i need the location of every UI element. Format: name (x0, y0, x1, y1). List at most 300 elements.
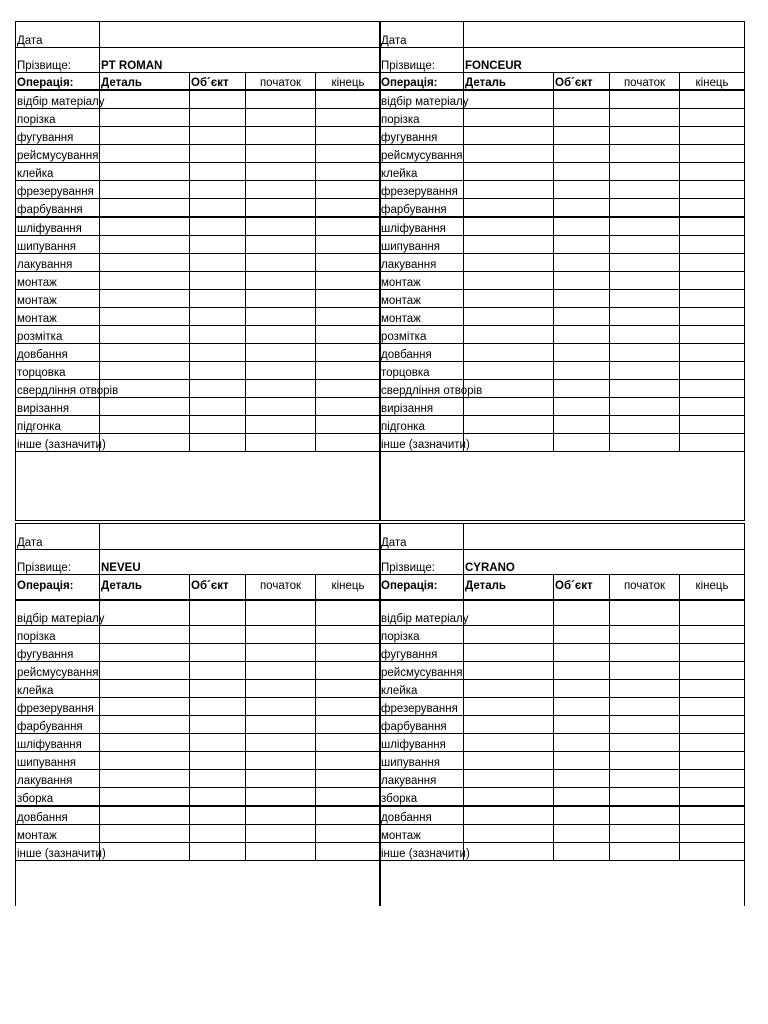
end-cell[interactable] (680, 698, 745, 716)
end-cell[interactable] (680, 163, 745, 181)
start-cell[interactable] (610, 600, 680, 626)
detail-cell[interactable] (100, 434, 190, 452)
start-cell[interactable] (246, 109, 316, 127)
detail-cell[interactable] (464, 236, 554, 254)
detail-cell[interactable] (464, 644, 554, 662)
end-cell[interactable] (316, 163, 381, 181)
start-cell[interactable] (610, 308, 680, 326)
work-log-table (379, 523, 745, 906)
object-cell[interactable] (554, 600, 610, 626)
start-cell[interactable] (610, 145, 680, 163)
operation-row (380, 145, 745, 163)
end-cell[interactable] (680, 254, 745, 272)
start-cell[interactable] (610, 127, 680, 145)
detail-cell[interactable] (100, 163, 190, 181)
detail-cell[interactable] (100, 217, 190, 236)
start-cell[interactable] (246, 416, 316, 434)
start-cell[interactable] (246, 698, 316, 716)
start-cell[interactable] (610, 680, 680, 698)
detail-cell[interactable] (464, 145, 554, 163)
object-cell[interactable] (190, 843, 246, 861)
detail-cell[interactable] (100, 698, 190, 716)
detail-cell[interactable] (100, 308, 190, 326)
detail-cell[interactable] (100, 770, 190, 788)
surname-value[interactable]: FONCEUR (464, 48, 745, 73)
end-cell[interactable] (316, 626, 381, 644)
detail-cell[interactable] (100, 90, 190, 109)
end-cell[interactable] (680, 843, 745, 861)
object-cell[interactable] (190, 770, 246, 788)
operation-name: фугування (380, 644, 464, 662)
end-cell[interactable] (316, 236, 381, 254)
end-cell[interactable] (680, 199, 745, 218)
detail-header: Деталь (464, 73, 554, 91)
detail-cell[interactable] (464, 434, 554, 452)
start-cell[interactable] (610, 716, 680, 734)
start-cell[interactable] (610, 644, 680, 662)
start-cell[interactable] (610, 344, 680, 362)
start-cell[interactable] (610, 236, 680, 254)
detail-cell[interactable] (464, 698, 554, 716)
end-cell[interactable] (680, 344, 745, 362)
object-cell[interactable] (190, 109, 246, 127)
object-cell[interactable] (554, 806, 610, 825)
end-cell[interactable] (680, 326, 745, 344)
start-cell[interactable] (610, 362, 680, 380)
notes-area[interactable] (16, 861, 381, 907)
object-cell[interactable] (190, 90, 246, 109)
object-cell[interactable] (190, 600, 246, 626)
start-cell[interactable] (246, 716, 316, 734)
end-cell[interactable] (316, 290, 381, 308)
end-cell[interactable] (316, 326, 381, 344)
end-cell[interactable] (316, 825, 381, 843)
start-cell[interactable] (246, 217, 316, 236)
detail-cell[interactable] (100, 680, 190, 698)
object-cell[interactable] (190, 362, 246, 380)
start-cell[interactable] (246, 254, 316, 272)
start-cell[interactable] (610, 326, 680, 344)
detail-cell[interactable] (464, 398, 554, 416)
detail-cell[interactable] (100, 600, 190, 626)
start-cell[interactable] (246, 308, 316, 326)
end-cell[interactable] (316, 362, 381, 380)
object-cell[interactable] (190, 734, 246, 752)
start-cell[interactable] (246, 825, 316, 843)
end-cell[interactable] (316, 109, 381, 127)
object-cell[interactable] (554, 127, 610, 145)
sheet-top-right (379, 21, 745, 521)
start-cell[interactable] (610, 90, 680, 109)
start-cell[interactable] (246, 806, 316, 825)
object-cell[interactable] (554, 163, 610, 181)
detail-cell[interactable] (100, 662, 190, 680)
start-cell[interactable] (610, 217, 680, 236)
end-cell[interactable] (680, 398, 745, 416)
surname-value[interactable]: NEVEU (100, 550, 381, 575)
start-cell[interactable] (246, 199, 316, 218)
notes-area[interactable] (380, 861, 745, 907)
object-cell[interactable] (554, 308, 610, 326)
detail-cell[interactable] (100, 644, 190, 662)
object-cell[interactable] (554, 344, 610, 362)
date-field[interactable] (464, 524, 745, 550)
sheet-top-left (15, 21, 381, 521)
end-cell[interactable] (316, 600, 381, 626)
end-cell[interactable] (680, 680, 745, 698)
object-cell[interactable] (554, 788, 610, 807)
detail-cell[interactable] (464, 843, 554, 861)
object-cell[interactable] (190, 272, 246, 290)
object-cell[interactable] (554, 734, 610, 752)
object-cell[interactable] (190, 290, 246, 308)
detail-cell[interactable] (100, 109, 190, 127)
start-cell[interactable] (610, 272, 680, 290)
end-cell[interactable] (680, 770, 745, 788)
end-cell[interactable] (316, 90, 381, 109)
operation-row (16, 806, 381, 825)
object-cell[interactable] (554, 770, 610, 788)
start-cell[interactable] (610, 626, 680, 644)
detail-cell[interactable] (100, 236, 190, 254)
end-cell[interactable] (680, 145, 745, 163)
start-cell[interactable] (246, 626, 316, 644)
end-cell[interactable] (680, 662, 745, 680)
notes-area[interactable] (380, 452, 745, 521)
operation-row (380, 788, 745, 807)
start-cell[interactable] (610, 825, 680, 843)
object-cell[interactable] (190, 199, 246, 218)
end-cell[interactable] (680, 752, 745, 770)
detail-cell[interactable] (100, 734, 190, 752)
operation-name: монтаж (380, 272, 464, 290)
start-cell[interactable] (246, 127, 316, 145)
end-cell[interactable] (680, 217, 745, 236)
date-field[interactable] (100, 524, 381, 550)
start-cell[interactable] (610, 843, 680, 861)
end-cell[interactable] (680, 90, 745, 109)
object-cell[interactable] (190, 326, 246, 344)
end-cell[interactable] (680, 181, 745, 199)
end-cell[interactable] (316, 272, 381, 290)
end-cell[interactable] (680, 236, 745, 254)
start-cell[interactable] (610, 380, 680, 398)
end-cell[interactable] (316, 416, 381, 434)
detail-cell[interactable] (100, 181, 190, 199)
end-cell[interactable] (680, 127, 745, 145)
object-cell[interactable] (190, 698, 246, 716)
end-cell[interactable] (316, 380, 381, 398)
start-cell[interactable] (246, 272, 316, 290)
detail-cell[interactable] (464, 752, 554, 770)
end-cell[interactable] (680, 734, 745, 752)
end-cell[interactable] (316, 680, 381, 698)
object-cell[interactable] (554, 254, 610, 272)
start-cell[interactable] (246, 680, 316, 698)
detail-cell[interactable] (464, 680, 554, 698)
detail-cell[interactable] (100, 272, 190, 290)
object-cell[interactable] (554, 644, 610, 662)
object-cell[interactable] (554, 199, 610, 218)
object-cell[interactable] (554, 398, 610, 416)
detail-cell[interactable] (100, 806, 190, 825)
detail-cell[interactable] (100, 290, 190, 308)
end-cell[interactable] (316, 127, 381, 145)
start-cell[interactable] (246, 344, 316, 362)
start-cell[interactable] (246, 398, 316, 416)
object-cell[interactable] (190, 344, 246, 362)
object-cell[interactable] (190, 644, 246, 662)
operation-row (16, 825, 381, 843)
object-cell[interactable] (190, 217, 246, 236)
object-cell[interactable] (554, 217, 610, 236)
detail-cell[interactable] (100, 416, 190, 434)
start-cell[interactable] (246, 163, 316, 181)
detail-cell[interactable] (464, 734, 554, 752)
end-cell[interactable] (316, 806, 381, 825)
end-cell[interactable] (316, 770, 381, 788)
object-cell[interactable] (190, 752, 246, 770)
detail-cell[interactable] (464, 788, 554, 807)
end-cell[interactable] (316, 308, 381, 326)
end-cell[interactable] (316, 199, 381, 218)
object-cell[interactable] (190, 825, 246, 843)
detail-cell[interactable] (464, 626, 554, 644)
detail-cell[interactable] (464, 199, 554, 218)
end-cell[interactable] (680, 644, 745, 662)
detail-cell[interactable] (100, 326, 190, 344)
end-cell[interactable] (316, 644, 381, 662)
detail-cell[interactable] (100, 127, 190, 145)
operation-row (380, 290, 745, 308)
start-cell[interactable] (246, 770, 316, 788)
detail-cell[interactable] (100, 344, 190, 362)
start-cell[interactable] (246, 290, 316, 308)
end-cell[interactable] (680, 788, 745, 807)
object-cell[interactable] (554, 380, 610, 398)
object-cell[interactable] (554, 272, 610, 290)
start-cell[interactable] (610, 698, 680, 716)
object-cell[interactable] (190, 163, 246, 181)
operation-name: свердління отворів (380, 380, 464, 398)
detail-cell[interactable] (100, 825, 190, 843)
detail-cell[interactable] (100, 752, 190, 770)
object-cell[interactable] (554, 626, 610, 644)
operation-row (380, 600, 745, 626)
detail-cell[interactable] (100, 788, 190, 807)
start-cell[interactable] (246, 362, 316, 380)
start-cell[interactable] (610, 416, 680, 434)
object-cell[interactable] (554, 434, 610, 452)
surname-value[interactable]: CYRANO (464, 550, 745, 575)
object-cell[interactable] (554, 662, 610, 680)
object-cell[interactable] (190, 236, 246, 254)
end-cell[interactable] (316, 217, 381, 236)
start-cell[interactable] (610, 181, 680, 199)
start-cell[interactable] (610, 662, 680, 680)
end-cell[interactable] (316, 698, 381, 716)
start-cell[interactable] (610, 788, 680, 807)
detail-cell[interactable] (464, 416, 554, 434)
start-cell[interactable] (246, 434, 316, 452)
start-cell[interactable] (246, 326, 316, 344)
end-cell[interactable] (680, 416, 745, 434)
start-cell[interactable] (610, 434, 680, 452)
detail-cell[interactable] (464, 806, 554, 825)
detail-cell[interactable] (464, 825, 554, 843)
operation-name: шипування (16, 752, 100, 770)
start-cell[interactable] (610, 752, 680, 770)
object-cell[interactable] (190, 434, 246, 452)
end-cell[interactable] (680, 290, 745, 308)
end-cell[interactable] (316, 788, 381, 807)
start-cell[interactable] (610, 398, 680, 416)
detail-cell[interactable] (464, 290, 554, 308)
date-field[interactable] (100, 22, 381, 48)
object-cell[interactable] (190, 626, 246, 644)
end-cell[interactable] (316, 434, 381, 452)
end-cell[interactable] (680, 308, 745, 326)
detail-cell[interactable] (464, 127, 554, 145)
end-cell[interactable] (680, 362, 745, 380)
detail-cell[interactable] (464, 362, 554, 380)
object-cell[interactable] (190, 788, 246, 807)
detail-cell[interactable] (464, 109, 554, 127)
date-field[interactable] (464, 22, 745, 48)
start-cell[interactable] (610, 109, 680, 127)
end-cell[interactable] (680, 272, 745, 290)
end-cell[interactable] (680, 626, 745, 644)
start-cell[interactable] (246, 181, 316, 199)
end-cell[interactable] (316, 662, 381, 680)
surname-value[interactable]: PT ROMAN (100, 48, 381, 73)
detail-cell[interactable] (464, 662, 554, 680)
object-cell[interactable] (190, 680, 246, 698)
object-cell[interactable] (554, 236, 610, 254)
start-cell[interactable] (610, 290, 680, 308)
start-cell[interactable] (246, 236, 316, 254)
detail-cell[interactable] (464, 254, 554, 272)
detail-cell[interactable] (464, 217, 554, 236)
start-cell[interactable] (246, 843, 316, 861)
object-cell[interactable] (554, 290, 610, 308)
object-cell[interactable] (554, 416, 610, 434)
start-cell[interactable] (246, 380, 316, 398)
end-cell[interactable] (680, 825, 745, 843)
object-cell[interactable] (190, 806, 246, 825)
detail-cell[interactable] (464, 344, 554, 362)
object-cell[interactable] (554, 680, 610, 698)
end-cell[interactable] (680, 380, 745, 398)
end-cell[interactable] (316, 734, 381, 752)
end-cell[interactable] (316, 254, 381, 272)
end-cell[interactable] (316, 716, 381, 734)
operation-row (380, 398, 745, 416)
detail-cell[interactable] (100, 626, 190, 644)
object-cell[interactable] (554, 825, 610, 843)
detail-cell[interactable] (100, 199, 190, 218)
end-cell[interactable] (680, 716, 745, 734)
detail-cell[interactable] (100, 254, 190, 272)
object-cell[interactable] (554, 145, 610, 163)
end-cell[interactable] (680, 109, 745, 127)
detail-cell[interactable] (464, 272, 554, 290)
object-cell[interactable] (554, 109, 610, 127)
detail-cell[interactable] (464, 716, 554, 734)
detail-cell[interactable] (100, 716, 190, 734)
end-cell[interactable] (680, 806, 745, 825)
object-cell[interactable] (554, 362, 610, 380)
object-cell[interactable] (190, 181, 246, 199)
object-cell[interactable] (554, 752, 610, 770)
object-cell[interactable] (190, 398, 246, 416)
object-cell[interactable] (554, 843, 610, 861)
object-cell[interactable] (190, 716, 246, 734)
end-cell[interactable] (316, 843, 381, 861)
object-cell[interactable] (190, 145, 246, 163)
end-cell[interactable] (316, 181, 381, 199)
object-cell[interactable] (554, 716, 610, 734)
end-cell[interactable] (316, 398, 381, 416)
start-cell[interactable] (246, 662, 316, 680)
start-cell[interactable] (610, 163, 680, 181)
operation-row (16, 163, 381, 181)
start-cell[interactable] (246, 788, 316, 807)
start-cell[interactable] (246, 90, 316, 109)
end-cell[interactable] (680, 600, 745, 626)
object-cell[interactable] (554, 181, 610, 199)
detail-cell[interactable] (464, 181, 554, 199)
start-cell[interactable] (246, 752, 316, 770)
object-cell[interactable] (190, 127, 246, 145)
notes-area[interactable] (16, 452, 381, 521)
operation-header: Операція: (380, 73, 464, 91)
detail-cell[interactable] (464, 770, 554, 788)
start-cell[interactable] (610, 199, 680, 218)
detail-cell[interactable] (464, 163, 554, 181)
operation-name: фарбування (16, 716, 100, 734)
detail-cell[interactable] (100, 145, 190, 163)
object-cell[interactable] (190, 308, 246, 326)
detail-cell[interactable] (464, 326, 554, 344)
detail-cell[interactable] (100, 362, 190, 380)
end-cell[interactable] (680, 434, 745, 452)
detail-cell[interactable] (464, 308, 554, 326)
start-cell[interactable] (610, 734, 680, 752)
detail-cell[interactable] (464, 90, 554, 109)
object-cell[interactable] (190, 416, 246, 434)
object-cell[interactable] (190, 254, 246, 272)
end-cell[interactable] (316, 344, 381, 362)
start-cell[interactable] (246, 734, 316, 752)
object-cell[interactable] (190, 662, 246, 680)
object-cell[interactable] (554, 698, 610, 716)
detail-cell[interactable] (100, 398, 190, 416)
start-cell[interactable] (246, 145, 316, 163)
start-cell[interactable] (610, 254, 680, 272)
start-cell[interactable] (610, 806, 680, 825)
object-cell[interactable] (554, 90, 610, 109)
object-cell[interactable] (554, 326, 610, 344)
detail-cell[interactable] (464, 600, 554, 626)
detail-cell[interactable] (100, 843, 190, 861)
object-cell[interactable] (190, 380, 246, 398)
start-cell[interactable] (610, 770, 680, 788)
end-cell[interactable] (316, 752, 381, 770)
end-cell[interactable] (316, 145, 381, 163)
start-cell[interactable] (246, 644, 316, 662)
start-cell[interactable] (246, 600, 316, 626)
